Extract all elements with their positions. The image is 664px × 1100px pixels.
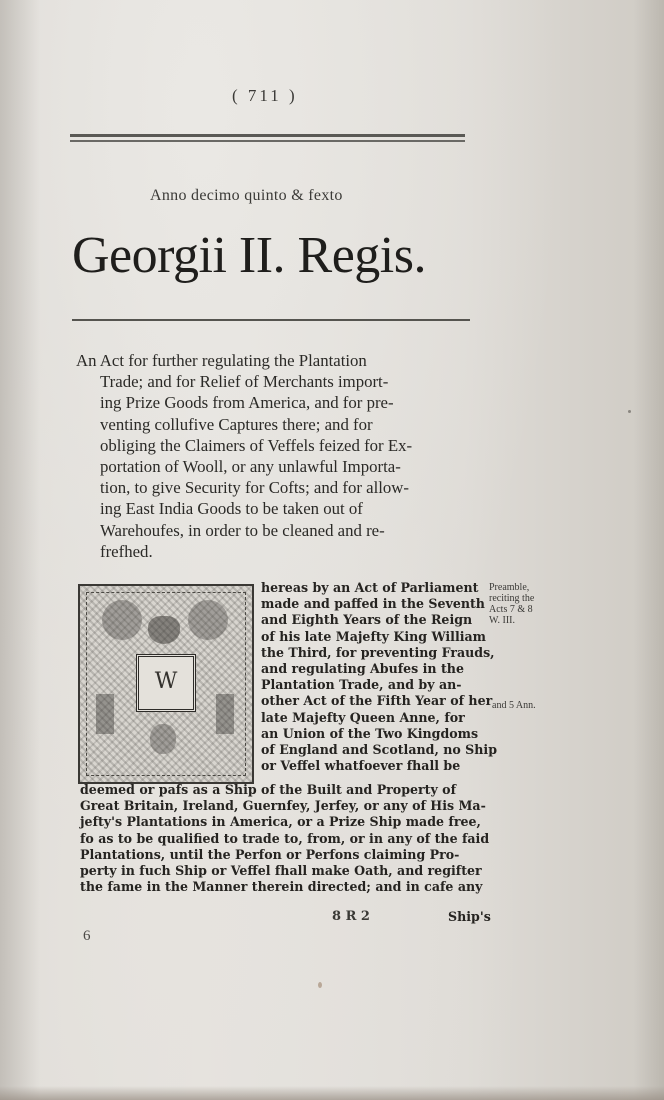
body-line: Great Britain, Ireland, Guernfey, Jerfey, or any of His Ma- [80, 798, 486, 814]
preamble-line: other Act of the Fifth Year of her [261, 693, 493, 709]
margin-note-anne: and 5 Ann. [492, 700, 536, 711]
act-title-paragraph [76, 350, 476, 562]
initial-letter: W [154, 669, 178, 694]
preamble-text [261, 580, 497, 774]
double-rule-divider [70, 134, 465, 144]
margin-note-preamble [489, 582, 534, 626]
margin-note-line: Acts 7 & 8 [489, 604, 533, 615]
act-title-line: ing East India Goods to be taken out of [100, 499, 363, 519]
act-title-line: frefhed. [100, 541, 153, 561]
mask-face-ornament [150, 724, 176, 754]
act-title-line: An Act for further regulating the Plantation [76, 351, 367, 370]
body-line: perty in fuch Ship or Veffel fhall make Oath, and regifter [80, 863, 482, 879]
preamble-line: made and paffed in the Seventh [261, 596, 485, 612]
act-title-line: obliging the Claimers of Veffels feized for Ex- [100, 435, 413, 455]
page-title: Georgii II. Regis. [72, 227, 426, 284]
page-bottom-shadow [0, 1086, 664, 1100]
side-ornament-left [96, 694, 114, 734]
margin-note-line: Preamble, [489, 582, 530, 593]
preamble-line: of England and Scotland, no Ship [261, 742, 497, 758]
page-number: ( 711 ) [232, 86, 298, 105]
preamble-line: of his late Majefty King William [261, 628, 487, 644]
margin-note-line: W. III. [489, 615, 516, 626]
regnal-year-subtitle: Anno decimo quinto & fexto [150, 187, 343, 204]
cherub-left-ornament [102, 600, 142, 640]
side-ornament-right [216, 694, 234, 734]
body-line: jefty's Plantations in America, or a Prize Ship made free, [80, 814, 481, 830]
preamble-line: late Majefty Queen Anne, for [261, 709, 465, 725]
act-title-line: Trade; and for Relief of Merchants import- [100, 372, 389, 392]
act-title-line: venting collufive Captures there; and for [100, 414, 373, 434]
body-text [80, 782, 488, 895]
initial-letter-box [136, 654, 196, 712]
paper-stain [318, 982, 322, 988]
act-title-line: portation of Wooll, or any unlawful Importa- [100, 457, 401, 477]
body-line: fo as to be qualified to trade to, from, or in any of the faid [80, 830, 490, 846]
cherub-right-ornament [188, 600, 228, 640]
folio-mark: 6 [83, 928, 91, 944]
preamble-line: and Eighth Years of the Reign [261, 612, 473, 628]
body-line: deemed or pafs as a Ship of the Built and Property of [80, 782, 456, 797]
preamble-line: and regulating Abufes in the [261, 661, 464, 677]
paper-speck [628, 410, 631, 413]
urn-ornament [148, 616, 180, 644]
page-gutter-shadow [0, 0, 40, 1100]
body-line: the fame in the Manner therein directed; and in cafe any [80, 879, 483, 895]
page-edge-shadow [634, 0, 664, 1100]
woodcut-initial-ornament [78, 584, 254, 784]
act-title-line: Warehoufes, in order to be cleaned and re- [100, 520, 385, 540]
act-title-line: tion, to give Security for Cofts; and for allow- [100, 478, 409, 498]
act-title-line: ing Prize Goods from America, and for pre- [100, 393, 394, 413]
preamble-line: hereas by an Act of Parliament [261, 580, 479, 595]
preamble-line: or Veffel whatfoever fhall be [261, 758, 461, 774]
catchword: Ship's [448, 909, 491, 924]
preamble-line: the Third, for preventing Frauds, [261, 644, 495, 660]
signature-mark: 8 R 2 [332, 909, 370, 924]
preamble-line: an Union of the Two Kingdoms [261, 725, 479, 741]
single-rule-divider [72, 319, 470, 321]
body-line: Plantations, until the Perfon or Perfons claiming Pro- [80, 846, 460, 862]
margin-note-line: reciting the [489, 593, 535, 604]
preamble-line: Plantation Trade, and by an- [261, 677, 462, 693]
